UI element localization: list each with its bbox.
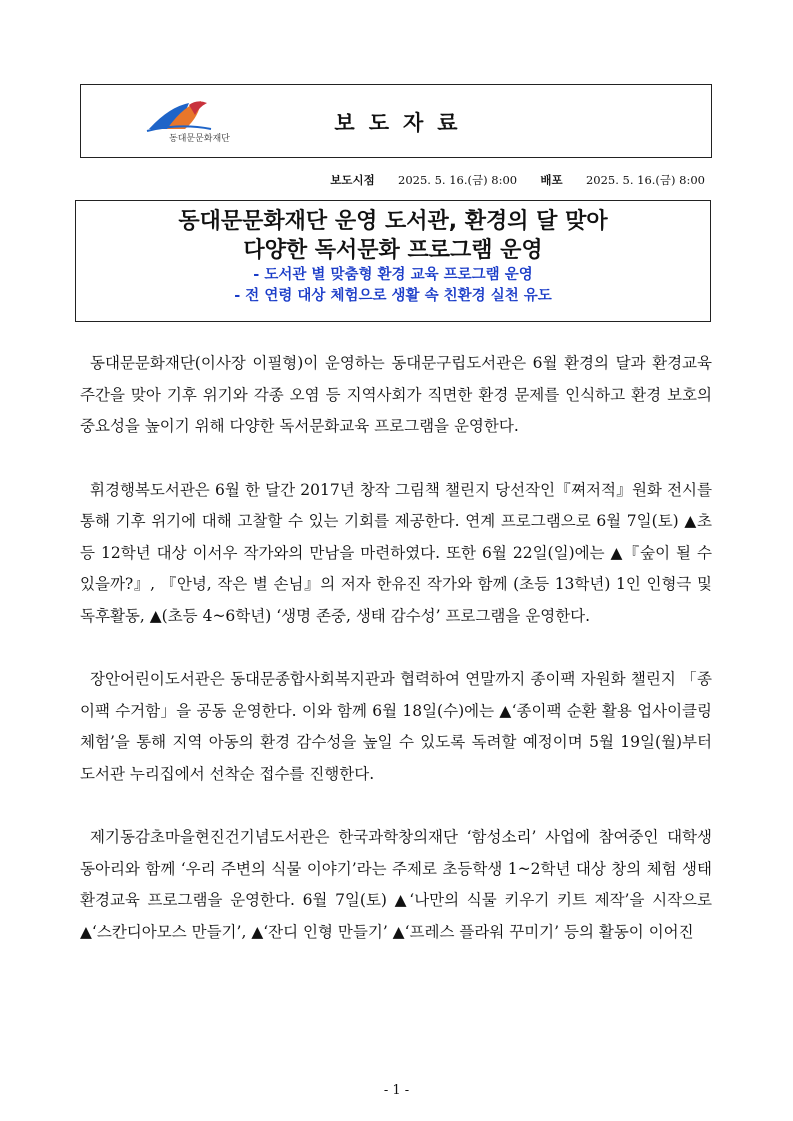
page-number: - 1 - (383, 1083, 410, 1098)
article-body (80, 348, 712, 948)
distribution-label: 배포 (540, 173, 563, 187)
press-release-header (80, 84, 712, 158)
distribution-value: 2025. 5. 16.(금) 8:00 (585, 173, 705, 187)
logo-text: 동대문문화재단 (169, 134, 230, 144)
release-time-value: 2025. 5. 16.(금) 8:00 (398, 173, 518, 187)
paragraph: 휘경행복도서관은 6월 한 달간 2017년 창작 그림책 챌린지 당선작인『쪄저적』원화 전시를 통해 기후 위기에 대해 고찰할 수 있는 기회를 제공한다. 연계 프로그램으로 6월 7일(토) ▲초등 12학년 대상 이서우 작가와의 만남을 마련하였다. 또한 6월 22일(일)에는 ▲『숲이 될 수 있을까?』, 『안녕, 작은 별 손님』의 저자 한유진 작가와 함께 (초등 13학년) 1인 인형극 및 독후활동, ▲(초등 4~6학년) ‘생명 존중, 생태 감수성’ 프로그램을 운영한다. (80, 480, 712, 625)
headline-line-2: 다양한 독서문화 프로그램 운영 (243, 238, 543, 263)
release-time-label: 보도시점 (330, 173, 375, 187)
press-release-title: 보도자료 (334, 111, 472, 135)
subheadline-1: - 도서관 별 맞춤형 환경 교육 프로그램 운영 (253, 267, 533, 283)
paragraph: 장안어린이도서관은 동대문종합사회복지관과 협력하여 연말까지 종이팩 자원화 챌린지 「종이팩 수거함」을 공동 운영한다. 이와 함께 6월 18일(수)에는 ▲‘종이팩 순환 활용 업사이클링 체험’을 통해 지역 아동의 환경 감수성을 높일 수 있도록 독려할 예정이며 5월 19일(월)부터 도서관 누리집에서 선착순 접수를 진행한다. (80, 670, 712, 783)
headline-box (75, 200, 711, 322)
paragraph: 동대문문화재단(이사장 이필형)이 운영하는 동대문구립도서관은 6월 환경의 달과 환경교육주간을 맞아 기후 위기와 각종 오염 등 지역사회가 직면한 환경 문제를 인식하고 환경 보호의 중요성을 높이기 위해 다양한 독서문화교육 프로그램을 운영한다. (80, 354, 712, 435)
release-info (330, 172, 705, 188)
paragraph: 제기동감초마을현진건기념도서관은 한국과학창의재단 ‘함성소리’ 사업에 참여중인 대학생 동아리와 함께 ‘우리 주변의 식물 이야기’라는 주제로 초등학생 1~2학년 대상 창의 체험 생태 환경교육 프로그램을 운영한다. 6월 7일(토) ▲‘나만의 식물 키우기 키트 제작’을 시작으로 ▲‘스칸디아모스 만들기’, ▲‘잔디 인형 만들기’ ▲‘프레스 플라워 꾸미기’ 등의 활동이 이어진 (80, 828, 712, 941)
subheadline-2: - 전 연령 대상 체험으로 생활 속 친환경 실천 유도 (234, 288, 552, 304)
headline-line-1: 동대문문화재단 운영 도서관, 환경의 달 맞아 (178, 209, 608, 234)
